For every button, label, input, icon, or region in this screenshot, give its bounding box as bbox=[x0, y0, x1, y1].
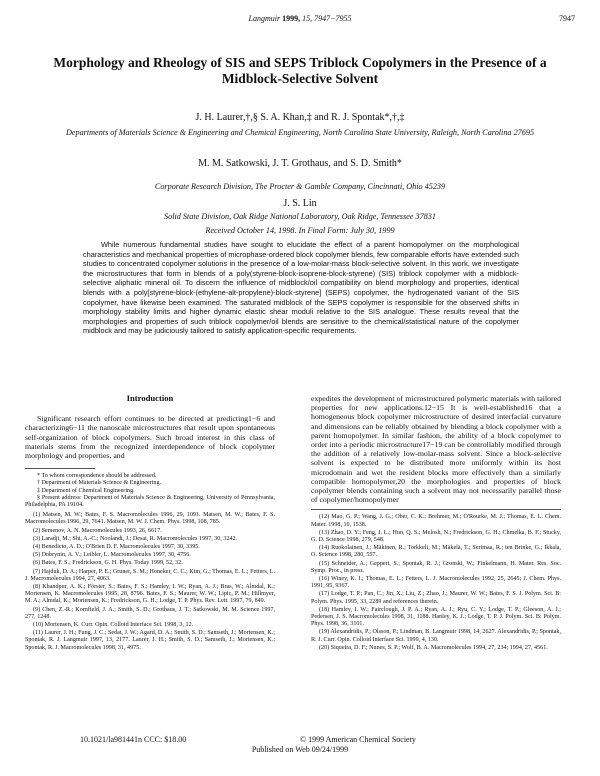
footnote-divider bbox=[25, 468, 95, 469]
authors-group-1: J. H. Laurer,†,§ S. A. Khan,‡ and R. J. Spontak*,†,‡ bbox=[195, 112, 405, 123]
affiliation-1: Departments of Materials Science & Engineering and Chemical Engineering, North Carolina State University, Raleigh, North Carolina 27695 bbox=[65, 128, 535, 137]
affiliation-3: Solid State Division, Oak Ridge National Laboratory, Oak Ridge, Tennessee 37831 bbox=[164, 212, 436, 221]
reference-list-right bbox=[311, 514, 561, 652]
footnote: § Present address: Department of Materials Science & Engineering, University of Pennsylvania, Philadelphia, PA 19104. bbox=[25, 494, 275, 509]
intro-paragraph-right: expedites the development of microstructured polymeric materials with tailored properties for new applications.12−15 It is well-established16 that a homogeneous block copolymer microstructure of desired interfacial curvature and dimensions can be reliably obtained by blending a block copolymer with a parent homopolymer. In similar fashion, the ability of a block copolymer to order into a periodic microstructure17−19 can be controllably modified through the addition of a relatively low-molar-mass solvent. Since a block-selective solvent is expected to be distributed more uniformly within its host microdomain and wet the resident blocks more effectively than a similarly compatible homopolymer,20 the morphologies and properties of block copolymer blends containing such a solvent may not necessarily parallel those of copolymer/homopolymer bbox=[311, 394, 561, 505]
received-dates: Received October 14, 1998. In Final Form: July 30, 1999 bbox=[205, 226, 395, 235]
abstract: While numerous fundamental studies have sought to elucidate the effect of a parent homopolymer on the morphological characteristics and mechanical properties of microphase-ordered block copolymer blends, few comparable efforts have extended such studies to concentrated copolymer solutions in the presence of a low-molar-mass block-selective solvent. In this work, we investigate the microstructures that form in blends of a poly(styrene-block-isoprene-block-styrene) (SIS) triblock copolymer with a midblock-selective aliphatic mineral oil. To discern the influence of midblock/oil compatibility on blend morphology and properties, identical blends with a poly[styrene-block-(ethylene-alt-propylene)-block-styrene] (SEPS) copolymer, the hydrogenated variant of the SIS copolymer, have likewise been examined. The saturated midblock of the SEPS copolymer is responsible for the observed shifts in morphology stability limits and higher dynamic elastic shear moduli relative to the SIS analogue. These results reveal that the morphologies and properties of such triblock copolymer/oil blends are sensitive to the chemical/statistical nature of the copolymer midblock and may be judiciously tailored to satisfy application-specific requirements. bbox=[83, 240, 519, 336]
reference-item: (8) Khandpur, A. K.; Förster, S.; Bates, F. S.; Hamley, I. W.; Ryan, A. J.; Bras, W.; Almdal, K.; Mortensen, K. Macromolecules 1995, 28, 8796. Bates, F. S.; Maurer, W. W.; Lipic, P. M.; Hillmyer, M. A.; Almdal, K.; Mortensen, K.; Fredrickson, G. H.; Lodge, T. P. Phys. Rev. Lett. 1997, 79, 849. bbox=[25, 584, 275, 605]
authors-group-2: M. M. Satkowski, J. T. Grothaus, and S. D. Smith* bbox=[198, 158, 402, 169]
published-date: Published on Web 09/24/1999 bbox=[251, 745, 349, 754]
reference-item: (4) Benedicto, A. D.; O'Brien D. F. Macromolecules 1997, 30, 3395. bbox=[33, 544, 200, 551]
page-number: 7947 bbox=[559, 14, 575, 23]
reference-item: (10) Mortensen, K. Curr. Opin. Colloid Interface Sci. 1998, 3, 12. bbox=[33, 622, 194, 629]
authors-group-3: J. S. Lin bbox=[283, 198, 317, 209]
doi-line: 10.1021/la981441n CCC: $18.00 bbox=[80, 735, 187, 744]
reference-item: (5) Dobrynin, A. V.; Leibler, L. Macromolecules 1997, 30, 4756. bbox=[33, 552, 191, 559]
footnote: * To whom correspondence should be addressed. bbox=[37, 473, 157, 480]
right-column bbox=[311, 394, 561, 653]
reference-item: (20) Siqueira, D. F.; Nunes, S. P.; Wolf, B. A. Macromolecules 1994, 27, 234; 1994, 27, 4561. bbox=[319, 644, 548, 651]
left-column bbox=[25, 394, 275, 653]
reference-item: (15) Schneider, A.; Geppert, S.; Spontak, R. J.; Gronski, W.; Finkelmann, H. Mater. Res. Soc. Symp. Proc., in press. bbox=[311, 560, 561, 574]
journal-year: 1999, bbox=[282, 14, 301, 23]
paper-title: Morphology and Rheology of SIS and SEPS Triblock Copolymers in the Presence of a Midblock-Selective Solvent bbox=[53, 55, 547, 86]
reference-item: (16) Winey, K. I.; Thomas, E. L.; Fetters, L. J. Macromolecules 1992, 25, 2645; J. Chem. Phys. 1991, 95, 9367. bbox=[311, 576, 561, 590]
reference-item: (1) Matsen, M. W.; Bates, F. S. Macromolecules 1996, 29, 1091. Matsen, M. W.; Bates, F. S. Macromolecules 1996, 29, 7641. Matsen, M. W. J. Chem. Phys. 1998, 108, 785. bbox=[25, 512, 275, 526]
reference-item: (18) Hamley, I. W.; Fairclough, J. P. A.; Ryan, A. J.; Ryu, C. Y.; Lodge, T. P.; Gleeson, A. J.; Pedersen, J. S. Macromolecules 1998, 31, 1188. Hanley, K. J.; Lodge, T. P. J. Polym. Sci. B: Polym. Phys. 1998, 36, 3101. bbox=[311, 606, 561, 628]
footnote: † Department of Materials Science & Engineering. bbox=[37, 480, 162, 487]
reference-item: (9) Chen, Z.-R.; Kornfield, J. A.; Smith, S. D.; Grothaus, J. T.; Satkowski, M. M. Science 1997, 277, 1248. bbox=[25, 606, 275, 620]
reference-item: (17) Lodge, T. P.; Pan, C.; Jin, X.; Liu, Z.; Zhao, J.; Maurer, W. W.; Bates, F. S. J. Polym. Sci. B: Polym. Phys. 1995, 33, 2289 and references therein. bbox=[311, 591, 561, 605]
affiliation-2: Corporate Research Division, The Procter & Gamble Company, Cincinnati, Ohio 45239 bbox=[154, 182, 446, 191]
reference-item: (3) Laradji, M.; Shi, A.-C.; Noolandi, J.; Desai, R. Macromolecules 1997, 30, 3242. bbox=[33, 535, 238, 542]
journal-volume: 15, bbox=[302, 14, 313, 23]
reference-item: (14) Ruokolainen, J.; Mäkinen, R.; Torkkeli, M.; Mäkelä, T.; Serimaa, R.; ten Brinke, G.; Ikkala, O. Science 1998, 280, 557. bbox=[311, 545, 561, 559]
reference-item: (19) Alexandridis, P.; Olsson, P.; Lindman, B. Langmuir 1998, 14, 2627. Alexandridis, P.; Spontak, R. J. Curr. Opin. Colloid Interface Sci. 1999, 4, 130. bbox=[311, 629, 561, 643]
intro-heading: Introduction bbox=[126, 393, 174, 403]
reference-item: (11) Laurer, J. H.; Fung, J. C.; Sedat, J. W.; Agard, D. A.; Smith, S. D.; Samseth, J.; Mortensen, K.; Spontak, R. J. Langmuir 1997, 13, 2177. Laurer, J. H.; Smith, S. D.; Samseth, J.; Mortensen, K.; Spontak, R. J. Macromolecules 1998, 31, 4975. bbox=[25, 630, 275, 651]
reference-list-left bbox=[25, 512, 275, 652]
footnotes bbox=[25, 473, 275, 509]
reference-item: (6) Bates, F. S.; Fredrickson, G. H. Phys. Today 1999, 52, 32. bbox=[33, 560, 183, 567]
reference-divider bbox=[311, 509, 561, 510]
journal-pages: 7947−7955 bbox=[314, 14, 352, 23]
journal-citation bbox=[0, 14, 600, 23]
intro-paragraph-left: Significant research effort continues to be directed at predicting1−6 and characterizing6−11 the nanoscale microstructures that result upon spontaneous self-organization of block copolymers. Such broad interest in this class of materials stems from the recognized interdependence of block copolymer morphology and properties, and bbox=[25, 414, 275, 461]
copyright-line: © 1999 American Chemical Society bbox=[300, 735, 416, 744]
reference-item: (2) Semenov, A. N. Macromolecules 1993, 26, 6617. bbox=[33, 527, 162, 534]
reference-item: (7) Hajduk, D. A.; Harper, P. E.; Gruner, S. M.; Honeker, C. C.; Kim, G.; Thomas, E. L.; Fetters, L. J. Macromolecules 1994, 27, 4063. bbox=[25, 568, 275, 582]
footnote: ‡ Department of Chemical Engineering. bbox=[37, 487, 135, 494]
reference-item: (13) Zhao, D. Y.; Feng, J. L.; Huo, Q. S.; Melosh, N.; Fredrickson, G. H.; Chmelka, B. F.; Stucky, G. D. Science 1998, 279, 548. bbox=[311, 529, 561, 544]
running-header bbox=[0, 14, 600, 26]
reference-item: (12) Mao, G. P.; Wang, J. G.; Ober, C. K.; Brehmer, M.; O'Rourke, M. J.; Thomas, E. L. Chem. Mater. 1998, 10, 1538. bbox=[311, 514, 561, 528]
journal-name: Langmuir bbox=[248, 14, 281, 23]
